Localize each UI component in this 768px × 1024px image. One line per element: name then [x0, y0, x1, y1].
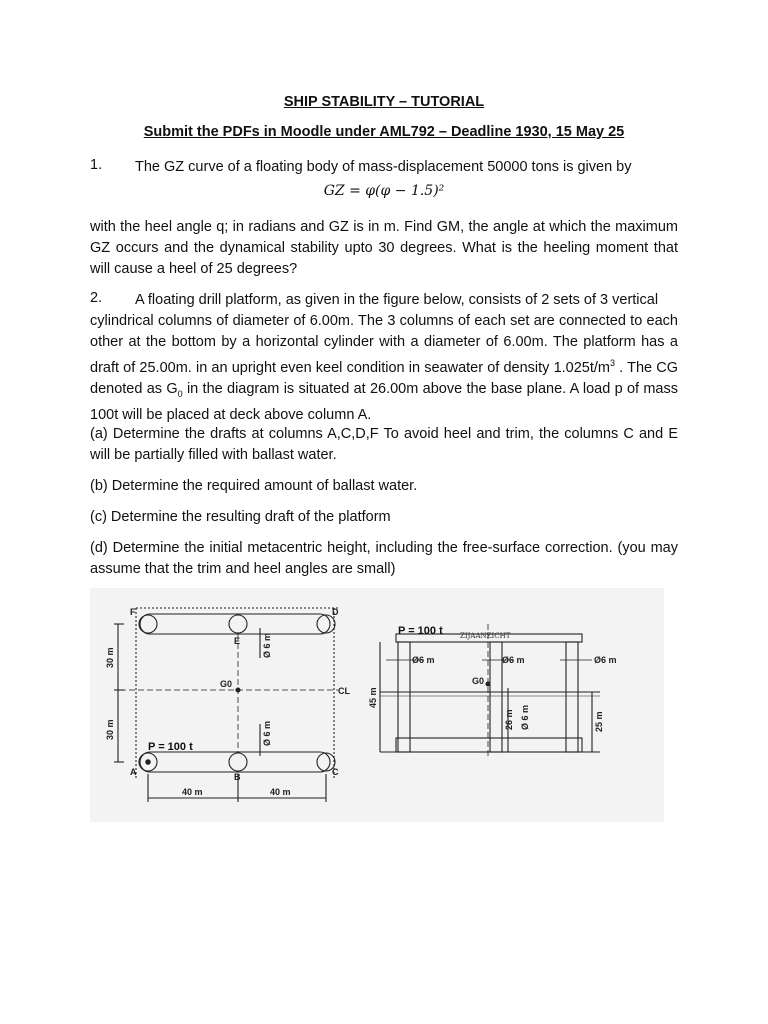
- column-D: [317, 615, 335, 633]
- side-h26: 26 m: [504, 709, 514, 730]
- side-diam-2: Ø6 m: [502, 655, 525, 665]
- label-CL: CL: [338, 686, 350, 696]
- label-A: A: [130, 767, 137, 777]
- side-column-mid: [490, 642, 502, 752]
- dim-diam-bottom: Ø 6 m: [262, 720, 272, 746]
- dim-width-left: 40 m: [182, 787, 203, 797]
- platform-drawing: [90, 588, 664, 822]
- document-subtitle: Submit the PDFs in Moodle under AML792 – Deadline 1930, 15 May 25: [143, 124, 625, 140]
- top-pontoon: [140, 614, 330, 634]
- label-C: C: [332, 767, 339, 777]
- side-view: [380, 624, 600, 758]
- q2-part-b: (b) Determine the required amount of ballast water.: [90, 478, 418, 494]
- side-view-name: ZIJAANZICHT: [460, 632, 511, 640]
- side-g0: G0: [472, 676, 485, 686]
- platform-figure: [90, 588, 664, 822]
- side-pontoon: [396, 738, 582, 752]
- label-D: D: [332, 607, 339, 617]
- plan-load-label: P = 100 t: [148, 741, 193, 753]
- q1-intro: The GZ curve of a floating body of mass-displacement 50000 tons is given by: [135, 159, 632, 175]
- side-load-label: P = 100 t: [398, 625, 443, 637]
- side-draft: 25 m: [594, 711, 604, 732]
- q1-formula: GZ = φ(φ − 1.5)²: [323, 183, 445, 199]
- q2-body: cylindrical columns of diameter of 6.00m. The 3 columns of each set are connected to each other at the bottom by a horizontal cylinder with a diameter of 6.00m. The platform has a draft of 25.00m. in an upright even keel condition in seawater of density $1.025t/m^3$ . The CG denoted as $G_0$ in the diagram is situated at 26.00m above the base plane. A load p of mass 100t will be placed at deck above column A.: [90, 313, 678, 423]
- label-B: B: [234, 772, 241, 782]
- label-G0: G0: [220, 679, 233, 689]
- plan-view: [114, 608, 338, 802]
- q1-number: 1.: [90, 157, 103, 173]
- q2-part-d: (d) Determine the initial metacentric height, including the free-surface correction. (you may assume that the trim and heel angles are small): [90, 540, 678, 577]
- dim-diam-top: Ø 6 m: [262, 632, 272, 658]
- q1-body: with the heel angle q; in radians and GZ is in m. Find GM, the angle at which the maximum GZ occurs and the dynamical stability upto 30 degrees. What is the heeling moment that will cause a heel of 25 degrees?: [90, 219, 678, 277]
- column-E: [229, 615, 247, 633]
- dim-bottom-height: 30 m: [105, 719, 115, 740]
- label-F: F: [130, 607, 136, 617]
- q2-number: 2.: [90, 290, 103, 306]
- column-F: [139, 615, 157, 633]
- label-E: E: [234, 636, 241, 646]
- q2-part-c: (c) Determine the resulting draft of the platform: [90, 509, 391, 525]
- side-diam-1: Ø6 m: [412, 655, 435, 665]
- document-title: SHIP STABILITY – TUTORIAL: [283, 94, 485, 110]
- side-diam-3: Ø6 m: [594, 655, 617, 665]
- side-height: 45 m: [368, 687, 378, 708]
- side-diam-v: Ø 6 m: [520, 704, 530, 730]
- dim-width-right: 40 m: [270, 787, 291, 797]
- side-column-left: [398, 642, 410, 752]
- column-B: [229, 753, 247, 771]
- q2-part-a: (a) Determine the drafts at columns A,C,D,F To avoid heel and trim, the columns C and E will be partially filled with ballast water.: [90, 426, 678, 463]
- bottom-pontoon: [140, 752, 330, 772]
- q2-first-line: A floating drill platform, as given in the figure below, consists of 2 sets of 3 vertical: [135, 292, 659, 308]
- dim-top-height: 30 m: [105, 647, 115, 668]
- side-column-right: [566, 642, 578, 752]
